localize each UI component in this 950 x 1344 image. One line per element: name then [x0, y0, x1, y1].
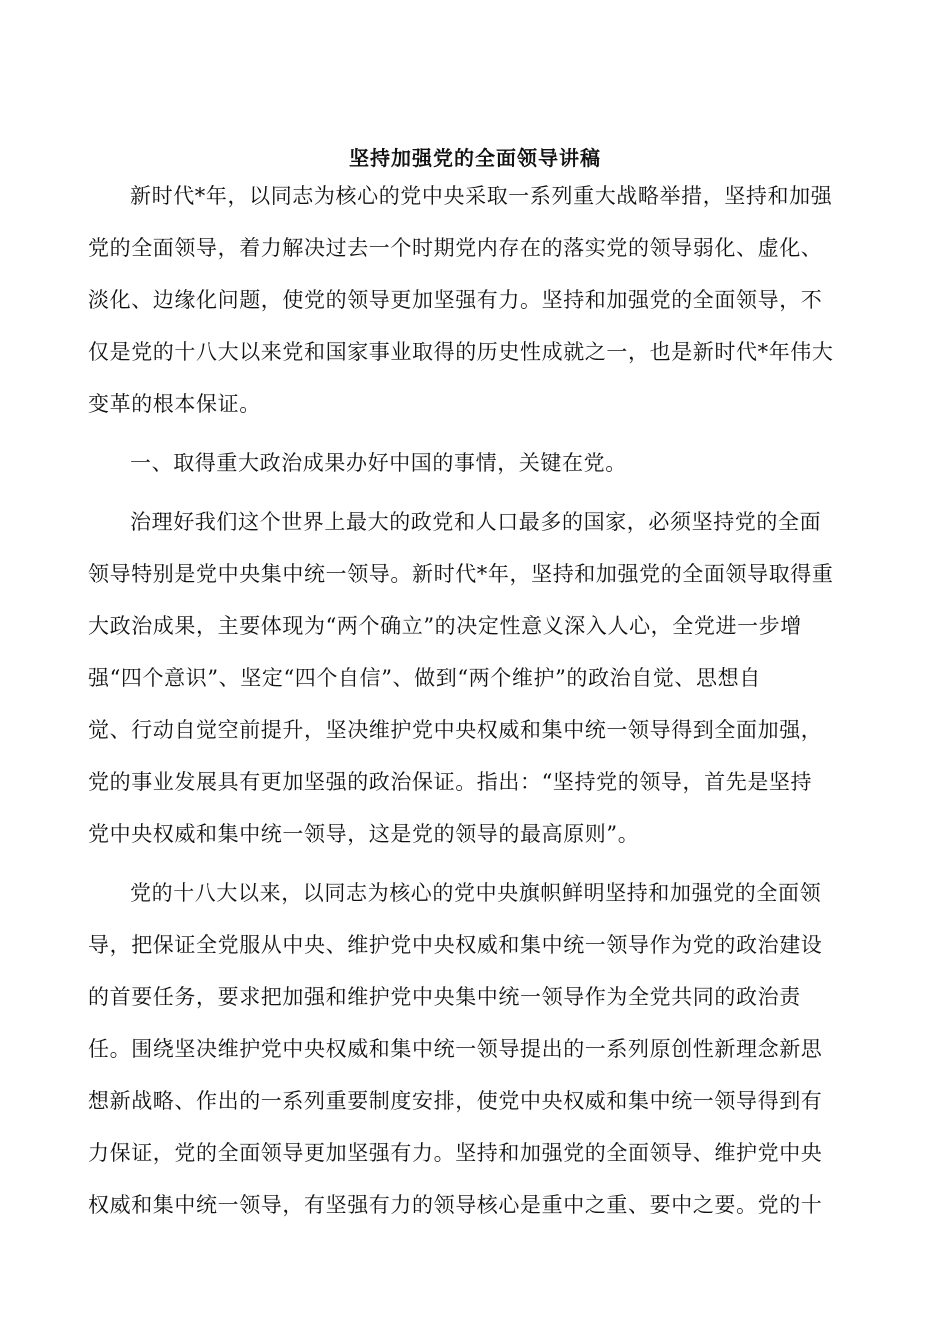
paragraph-line: 党的事业发展具有更加坚强的政治保证。指出：“坚持党的领导，首先是坚持 [88, 770, 813, 794]
paragraph-line: 仅是党的十八大以来党和国家事业取得的历史性成就之一，也是新时代*年伟大 [88, 340, 834, 364]
paragraph-line: 新时代*年，以同志为核心的党中央采取一系列重大战略举措，坚持和加强 [130, 184, 833, 208]
paragraph-political-achievements [88, 496, 868, 860]
paragraph-line: 觉、行动自觉空前提升，坚决维护党中央权威和集中统一领导得到全面加强， [88, 718, 823, 742]
section-heading-line: 一、取得重大政治成果办好中国的事情，关键在党。 [130, 451, 627, 475]
paragraph-line: 大政治成果，主要体现为“两个确立”的决定性意义深入人心，全党进一步增 [88, 614, 802, 638]
paragraph-line: 淡化、边缘化问题，使党的领导更加坚强有力。坚持和加强党的全面领导，不 [88, 288, 823, 312]
paragraph-line: 权威和集中统一领导，有坚强有力的领导核心是重中之重、要中之要。党的十 [88, 1193, 823, 1217]
paragraph-line: 变革的根本保证。 [88, 392, 261, 416]
paragraph-line: 力保证，党的全面领导更加坚强有力。坚持和加强党的全面领导、维护党中央 [88, 1141, 823, 1165]
paragraph-line: 的首要任务，要求把加强和维护党中央集中统一领导作为全党共同的政治责 [88, 985, 801, 1009]
paragraph-line: 强“四个意识”、坚定“四个自信”、做到“两个维护”的政治自觉、思想自 [88, 666, 761, 690]
section-heading [88, 437, 868, 489]
paragraph-line: 党中央权威和集中统一领导，这是党的领导的最高原则”。 [88, 822, 640, 846]
paragraph-line: 领导特别是党中央集中统一领导。新时代*年，坚持和加强党的全面领导取得重 [88, 562, 834, 586]
document-title: 坚持加强党的全面领导讲稿 [349, 146, 601, 170]
paragraph-line: 任。围绕坚决维护党中央权威和集中统一领导提出的一系列原创性新理念新思 [88, 1037, 823, 1061]
document-body [88, 170, 868, 1238]
paragraph-line: 导，把保证全党服从中央、维护党中央权威和集中统一领导作为党的政治建设 [88, 933, 823, 957]
paragraph-line: 党的全面领导，着力解决过去一个时期党内存在的落实党的领导弱化、虚化、 [88, 236, 823, 260]
paragraph-line: 党的十八大以来，以同志为核心的党中央旗帜鲜明坚持和加强党的全面领 [130, 881, 822, 905]
paragraph-line: 想新战略、作出的一系列重要制度安排，使党中央权威和集中统一领导得到有 [88, 1089, 823, 1113]
paragraph-line: 治理好我们这个世界上最大的政党和人口最多的国家，必须坚持党的全面 [130, 510, 822, 534]
paragraph-intro [88, 170, 868, 430]
paragraph-central-leadership [88, 867, 868, 1231]
